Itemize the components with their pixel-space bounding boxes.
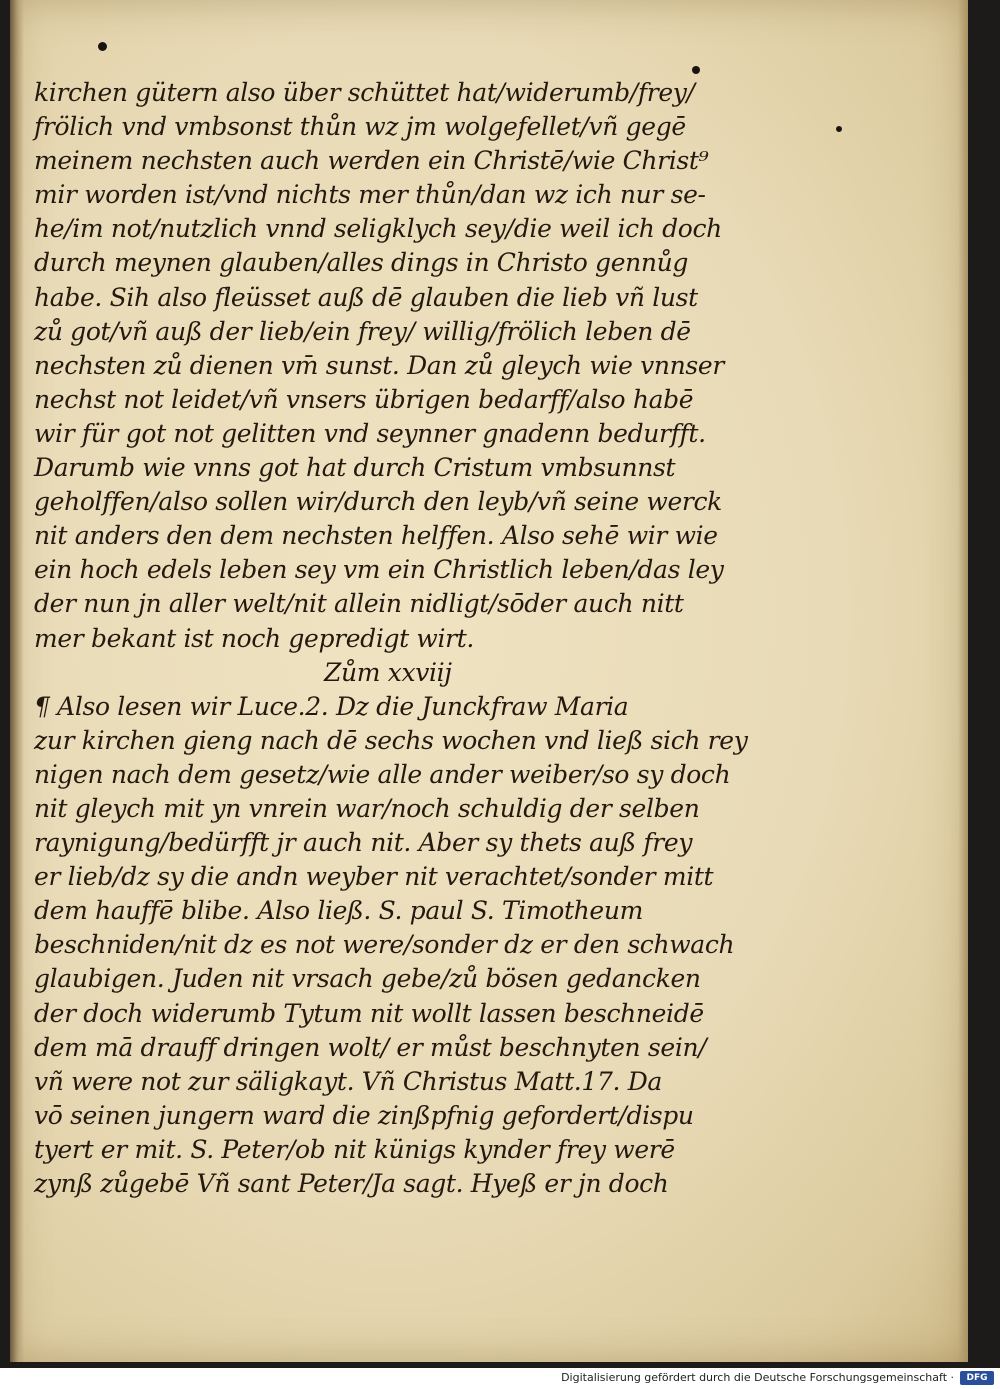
text-line: dem hauffē blibe. Also ließ. S. paul S. Timotheum (34, 896, 643, 926)
text-line: dem mā drauff dringen wolt/ er můst beschnyten sein/ (34, 1032, 707, 1062)
page-text (34, 76, 774, 1201)
text-line: glaubigen. Juden nit vrsach gebe/zů bösen gedancken (34, 964, 701, 994)
text-line: nit anders den dem nechsten helffen. Also sehē wir wie (34, 521, 718, 551)
text-line: habe. Sih also fleüsset auß dē glauben die lieb vñ lust (34, 282, 698, 312)
text-line: ¶ Also lesen wir Luce.2. Dz die Junckfraw Maria (34, 691, 629, 721)
text-line: raynigung/bedürfft jr auch nit. Aber sy thets auß frey (34, 828, 693, 858)
ink-spot (692, 66, 700, 74)
text-line: tyert er mit. S. Peter/ob nit künigs kynder frey werē (34, 1134, 675, 1164)
page-spine-shadow (10, 0, 24, 1362)
text-line: kirchen gütern also über schüttet hat/widerumb/frey/ (34, 78, 695, 107)
book-page (10, 0, 968, 1362)
text-line: er lieb/dz sy die andn weyber nit verachtet/sonder mitt (34, 862, 714, 892)
text-line: meinem nechsten auch werden ein Christē/wie Christ⁹ (34, 146, 709, 176)
text-line: durch meynen glauben/alles dings in Christo gennůg (34, 248, 689, 278)
footer-bar (0, 1368, 1000, 1389)
text-line: zů got/vñ auß der lieb/ein frey/ willig/frölich leben dē (34, 316, 691, 346)
ink-spot (98, 42, 107, 51)
page-edge-shadow (958, 0, 968, 1362)
text-line: Darumb wie vnns got hat durch Cristum vmbsunnst (34, 453, 676, 483)
text-line: ein hoch edels leben sey vm ein Christlich leben/das ley (34, 555, 724, 585)
text-line: mer bekant ist noch gepredigt wirt. (34, 623, 474, 653)
text-line: nigen nach dem gesetz/wie alle ander weiber/so sy doch (34, 759, 731, 789)
text-line: zynß zůgebē Vñ sant Peter/Ja sagt. Hyeß er jn doch (34, 1169, 669, 1198)
text-line: nechsten zů dienen vm̄ sunst. Dan zů gleych wie vnnser (34, 350, 724, 380)
digitization-credit: Digitalisierung gefördert durch die Deutsche Forschungsgemeinschaft · (561, 1371, 954, 1384)
text-line: wir für got not gelitten vnd seynner gnadenn bedurfft. (34, 418, 706, 448)
text-line: geholffen/also sollen wir/durch den leyb/vñ seine werck (34, 487, 722, 517)
text-line: vñ were not zur säligkayt. Vñ Christus Matt.17. Da (34, 1066, 662, 1096)
section-heading: Zům xxviij (324, 657, 452, 687)
text-line: zur kirchen gieng nach dē sechs wochen vnd ließ sich rey (34, 725, 748, 755)
text-line: vō seinen jungern ward die zinßpfnig gefordert/dispu (34, 1100, 694, 1130)
ink-spot (836, 126, 842, 132)
text-line: der doch widerumb Tytum nit wollt lassen beschneidē (34, 998, 704, 1028)
text-line: mir worden ist/vnd nichts mer thůn/dan wz ich nur se- (34, 180, 706, 210)
text-line: frölich vnd vmbsonst thůn wz jm wolgefellet/vñ gegē (34, 112, 686, 142)
text-line: nechst not leidet/vñ vnsers übrigen bedarff/also habē (34, 384, 694, 414)
text-line: der nun jn aller welt/nit allein nidligt/sōder auch nitt (34, 589, 684, 619)
text-line: he/im not/nutzlich vnnd seligklych sey/die weil ich doch (34, 214, 722, 244)
text-line: beschniden/nit dz es not were/sonder dz er den schwach (34, 930, 735, 960)
text-line: nit gleych mit yn vnrein war/noch schuldig der selben (34, 793, 700, 823)
dfg-logo: DFG (960, 1371, 994, 1385)
